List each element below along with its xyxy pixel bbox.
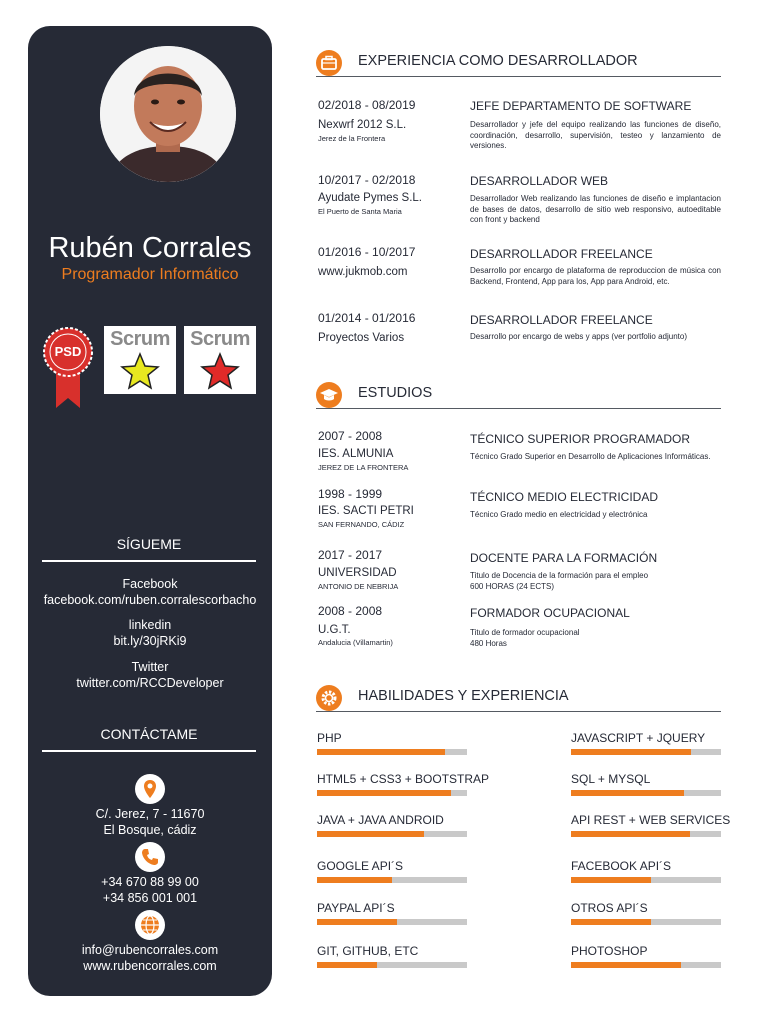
education-heading bbox=[316, 382, 721, 409]
twitter-link[interactable]: twitter.com/RCCDeveloper bbox=[76, 676, 224, 690]
experience-role: DESARROLLADOR FREELANCE bbox=[470, 247, 653, 261]
skill-item bbox=[571, 859, 721, 883]
skill-bar-fill bbox=[317, 749, 445, 755]
skill-bar bbox=[571, 749, 721, 755]
psd-badge-label: PSD bbox=[54, 344, 82, 359]
skill-name: PHOTOSHOP bbox=[571, 944, 648, 958]
phone-icon bbox=[135, 842, 165, 872]
experience-description: Desarrollo por encargo de plataforma de reproduccion de música con Backend, Frontend, App para los, App para Android, etc. bbox=[470, 266, 721, 286]
scrum-badge-label: Scrum bbox=[190, 328, 250, 350]
skill-item bbox=[317, 813, 467, 837]
education-description: Titulo de Docencia de la formación para el empleo 600 HORAS (24 ECTS) bbox=[470, 571, 649, 591]
certification-badges bbox=[42, 326, 262, 398]
education-school: IES. ALMUNIA bbox=[318, 448, 394, 460]
skill-bar bbox=[571, 962, 721, 968]
section-title: EXPERIENCIA COMO DESARROLLADOR bbox=[358, 53, 638, 69]
experience-location: Jerez de la Frontera bbox=[318, 134, 386, 143]
skill-bar-fill bbox=[571, 831, 690, 837]
star-icon bbox=[122, 354, 158, 388]
experience-website[interactable]: www.jukmob.com bbox=[318, 266, 408, 278]
skill-item bbox=[571, 772, 721, 796]
education-description: Titulo de formador ocupacional 480 Horas bbox=[470, 628, 580, 648]
education-description: Técnico Grado medio en electricidad y electrónica bbox=[470, 510, 648, 519]
education-description: Técnico Grado Superior en Desarrollo de Aplicaciones Informáticas. bbox=[470, 452, 711, 461]
skills-heading bbox=[316, 685, 721, 712]
education-location: ANTONIO DE NEBRIJA bbox=[318, 582, 399, 591]
globe-icon bbox=[135, 910, 165, 940]
address-line-1: C/. Jerez, 7 - 11670 bbox=[95, 807, 205, 821]
skill-item bbox=[571, 731, 721, 755]
contact-heading: CONTÁCTAME bbox=[42, 726, 256, 752]
location-pin-icon bbox=[135, 774, 165, 804]
skill-item bbox=[317, 772, 490, 796]
profile-name: Rubén Corrales bbox=[48, 232, 252, 264]
skill-bar bbox=[571, 919, 721, 925]
experience-description: Desarrollo por encargo de webs y apps (ver portfolio adjunto) bbox=[470, 332, 688, 341]
education-location: JEREZ DE LA FRONTERA bbox=[318, 463, 409, 472]
skill-bar-fill bbox=[571, 962, 681, 968]
email-link[interactable]: info@rubencorrales.com bbox=[81, 943, 219, 957]
education-title: TÉCNICO MEDIO ELECTRICIDAD bbox=[470, 490, 659, 504]
skill-bar-fill bbox=[571, 919, 651, 925]
section-title: HABILIDADES Y EXPERIENCIA bbox=[358, 688, 569, 704]
skill-bar bbox=[571, 831, 721, 837]
graduation-cap-icon bbox=[316, 382, 342, 408]
skill-name: JAVASCRIPT + JQUERY bbox=[571, 731, 706, 745]
facebook-link[interactable]: facebook.com/ruben.corralescorbacho bbox=[43, 593, 257, 607]
education-date: 1998 - 1999 bbox=[318, 487, 383, 501]
skill-bar-fill bbox=[571, 749, 691, 755]
scrum-badge-red bbox=[184, 326, 256, 394]
skill-item bbox=[571, 944, 721, 968]
scrum-badge-yellow bbox=[104, 326, 176, 394]
sidebar bbox=[28, 26, 272, 996]
phone-2[interactable]: +34 856 001 001 bbox=[102, 891, 198, 905]
skill-bar-fill bbox=[317, 877, 392, 883]
skill-bar bbox=[317, 831, 467, 837]
skill-bar bbox=[317, 962, 467, 968]
education-location: SAN FERNANDO, CÁDIZ bbox=[318, 520, 405, 529]
education-school: IES. SACTI PETRI bbox=[318, 505, 414, 517]
education-date: 2008 - 2008 bbox=[318, 604, 383, 618]
experience-company: Ayudate Pymes S.L. bbox=[318, 192, 422, 204]
experience-date: 01/2016 - 10/2017 bbox=[318, 245, 416, 259]
education-title: FORMADOR OCUPACIONAL bbox=[470, 606, 630, 620]
star-icon bbox=[202, 354, 238, 388]
skill-item bbox=[317, 901, 467, 925]
skill-bar bbox=[317, 749, 467, 755]
skill-bar-fill bbox=[571, 790, 684, 796]
skill-name: GIT, GITHUB, ETC bbox=[317, 944, 419, 958]
experience-company: Proyectos Varios bbox=[318, 332, 405, 344]
scrum-badge-label: Scrum bbox=[110, 328, 170, 350]
education-title: DOCENTE PARA LA FORMACIÓN bbox=[470, 551, 658, 565]
skill-bar-fill bbox=[571, 877, 651, 883]
linkedin-link[interactable]: bit.ly/30jRKi9 bbox=[113, 634, 187, 648]
skill-name: PHP bbox=[317, 731, 342, 745]
skill-item bbox=[571, 813, 731, 837]
skill-name: PAYPAL API´S bbox=[317, 901, 395, 915]
website-link[interactable]: www.rubencorrales.com bbox=[83, 959, 217, 973]
skill-name: GOOGLE API´S bbox=[317, 859, 404, 873]
skill-bar-fill bbox=[317, 790, 451, 796]
education-date: 2007 - 2008 bbox=[318, 429, 383, 443]
skill-item bbox=[571, 901, 721, 925]
experience-role: JEFE DEPARTAMENTO DE SOFTWARE bbox=[470, 99, 692, 113]
education-date: 2017 - 2017 bbox=[318, 548, 383, 562]
experience-location: El Puerto de Santa Maria bbox=[318, 207, 402, 216]
facebook-label: Facebook bbox=[122, 577, 178, 591]
skill-bar bbox=[317, 877, 467, 883]
gear-icon bbox=[316, 685, 342, 711]
skill-name: JAVA + JAVA ANDROID bbox=[317, 813, 444, 827]
skill-item bbox=[317, 944, 467, 968]
experience-role: DESARROLLADOR FREELANCE bbox=[470, 313, 653, 327]
skill-item bbox=[317, 731, 467, 755]
skill-name: FACEBOOK API´S bbox=[571, 859, 672, 873]
experience-company: Nexwrf 2012 S.L. bbox=[318, 119, 407, 131]
skill-name: OTROS API´S bbox=[571, 901, 648, 915]
follow-heading: SÍGUEME bbox=[42, 536, 256, 562]
skill-name: HTML5 + CSS3 + BOOTSTRAP bbox=[317, 772, 490, 786]
experience-description: Desarrollador Web realizando las funciones de diseño e implantacion de bases de datos, desarrollo de sitio web responsivo, autoeditable con front y backend bbox=[470, 194, 721, 224]
psd-badge bbox=[42, 326, 98, 410]
experience-date: 01/2014 - 01/2016 bbox=[318, 311, 416, 325]
skill-bar bbox=[571, 877, 721, 883]
skill-item bbox=[317, 859, 467, 883]
profile-title: Programador Informático bbox=[61, 266, 239, 283]
education-school: UNIVERSIDAD bbox=[318, 567, 397, 579]
experience-role: DESARROLLADOR WEB bbox=[470, 174, 609, 188]
profile-photo bbox=[100, 46, 236, 182]
experience-description: Desarrollador y jefe del equipo realizando las funciones de diseño, coordinación, desarrollo, supervisión, testeo y lanzamiento de versiones. bbox=[470, 120, 721, 150]
education-location: Andalucia (Villamartin) bbox=[318, 638, 393, 647]
education-school: U.G.T. bbox=[318, 624, 351, 636]
linkedin-label: linkedin bbox=[128, 618, 172, 632]
skill-bar-fill bbox=[317, 962, 377, 968]
skill-bar bbox=[317, 919, 467, 925]
section-title: ESTUDIOS bbox=[358, 385, 433, 401]
skill-bar bbox=[317, 790, 467, 796]
education-title: TÉCNICO SUPERIOR PROGRAMADOR bbox=[470, 432, 691, 446]
skill-name: SQL + MYSQL bbox=[571, 772, 651, 786]
experience-date: 02/2018 - 08/2019 bbox=[318, 98, 416, 112]
skill-bar bbox=[571, 790, 721, 796]
skill-bar-fill bbox=[317, 919, 397, 925]
twitter-label: Twitter bbox=[131, 660, 169, 674]
briefcase-icon bbox=[316, 50, 342, 76]
phone-1[interactable]: +34 670 88 99 00 bbox=[101, 875, 199, 889]
experience-heading bbox=[316, 50, 721, 77]
skill-bar-fill bbox=[317, 831, 424, 837]
skill-name: API REST + WEB SERVICES bbox=[571, 813, 731, 827]
address-line-2: El Bosque, cádiz bbox=[103, 823, 197, 837]
experience-date: 10/2017 - 02/2018 bbox=[318, 173, 416, 187]
